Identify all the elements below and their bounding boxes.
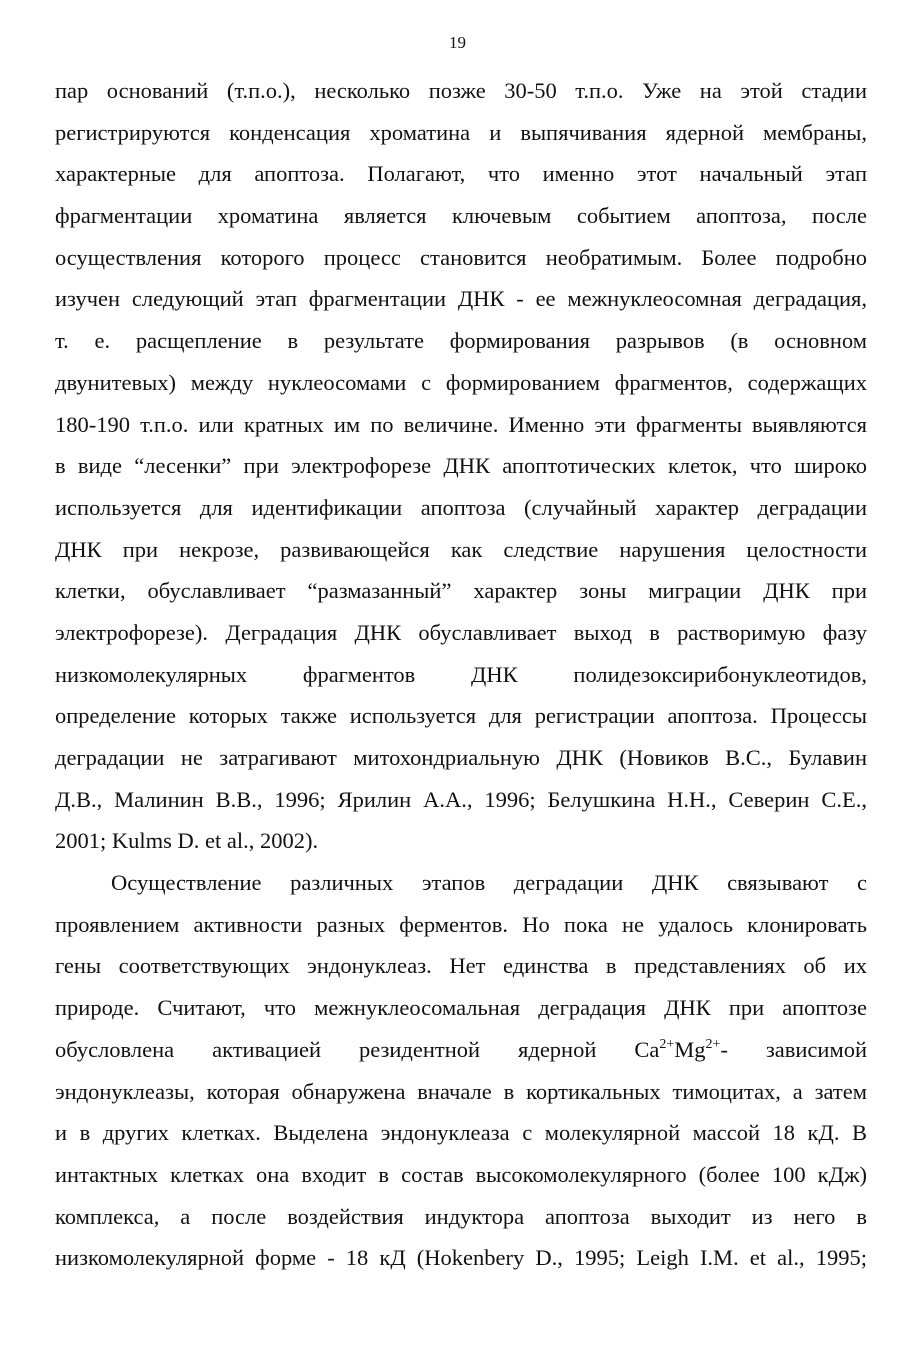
text-line: комплекса, а после воздействия индуктора апоптоза выходит из него в [55, 1203, 867, 1229]
text-line [55, 1029, 867, 1071]
text-line: и в других клетках. Выделена эндонуклеаза с молекулярной массой 18 кД. В [55, 1120, 867, 1146]
text-line: ДНК при некрозе, развивающейся как следствие нарушения целостности [55, 536, 867, 562]
text-line: т. е. расщепление в результате формирования разрывов (в основном [55, 328, 867, 354]
text-line: пар оснований (т.п.о.), несколько позже 30-50 т.п.о. Уже на этой стадии [55, 78, 867, 103]
page-number: 19 [449, 33, 466, 52]
text-line: низкомолекулярной форме - 18 кД (Hokenbery D., 1995; Leigh I.M. et al., 1995; [55, 1245, 867, 1271]
text-line: определение которых также используется для регистрации апоптоза. Процессы [55, 703, 867, 729]
text-fragment: Mg [674, 1036, 706, 1062]
text-line: интактных клетках она входит в состав высокомолекулярного (более 100 кДж) [55, 1161, 867, 1187]
text-line: проявлением активности разных ферментов. Но пока не удалось клонировать [55, 911, 867, 937]
text-line: гены соответствующих эндонуклеаз. Нет единства в представлениях об их [55, 953, 867, 979]
text-line: характерные для апоптоза. Полагают, что именно этот начальный этап [55, 161, 867, 187]
text-line: деградации не затрагивают митохондриальную ДНК (Новиков В.С., Булавин [55, 745, 867, 770]
text-line: фрагментации хроматина является ключевым событием апоптоза, после [55, 203, 867, 229]
text-line: 2001; Kulms D. et al., 2002). [55, 828, 319, 854]
text-line: эндонуклеазы, которая обнаружена вначале в кортикальных тимоцитах, а затем [55, 1078, 867, 1104]
ion-charge: 2+ [659, 1036, 675, 1052]
text-line: 180-190 т.п.о. или кратных им по величине. Именно эти фрагменты выявляются [55, 411, 867, 437]
document-body [55, 70, 867, 1279]
text-fragment: - зависимой [720, 1036, 867, 1062]
text-line: регистрируются конденсация хроматина и выпячивания ядерной мембраны, [55, 119, 867, 145]
ion-charge: 2+ [705, 1036, 721, 1052]
text-fragment: обусловлена активацией резидентной ядерной [55, 1036, 635, 1062]
text-line: Осуществление различных этапов деградации ДНК связывают с [111, 870, 867, 896]
text-line: Д.В., Малинин В.В., 1996; Ярилин А.А., 1996; Белушкина Н.Н., Северин С.Е., [55, 786, 867, 812]
text-line: изучен следующий этап фрагментации ДНК - ее межнуклеосомная деградация, [55, 286, 867, 312]
text-line: двунитевых) между нуклеосомами с формированием фрагментов, содержащих [55, 369, 867, 395]
text-line: клетки, обуславливает “размазанный” характер зоны миграции ДНК при [55, 578, 867, 604]
text-fragment: Ca [634, 1036, 660, 1062]
text-line: в виде “лесенки” при электрофорезе ДНК апоптотических клеток, что широко [55, 453, 867, 479]
text-line: используется для идентификации апоптоза (случайный характер деградации [55, 494, 867, 520]
text-line: осуществления которого процесс становится необратимым. Более подробно [55, 244, 867, 270]
text-line: природе. Считают, что межнуклеосомальная деградация ДНК при апоптозе [55, 995, 867, 1021]
text-line: низкомолекулярных фрагментов ДНК полидезоксирибонуклеотидов, [55, 661, 867, 687]
text-line: электрофорезе). Деградация ДНК обуславливает выход в растворимую фазу [55, 619, 867, 645]
